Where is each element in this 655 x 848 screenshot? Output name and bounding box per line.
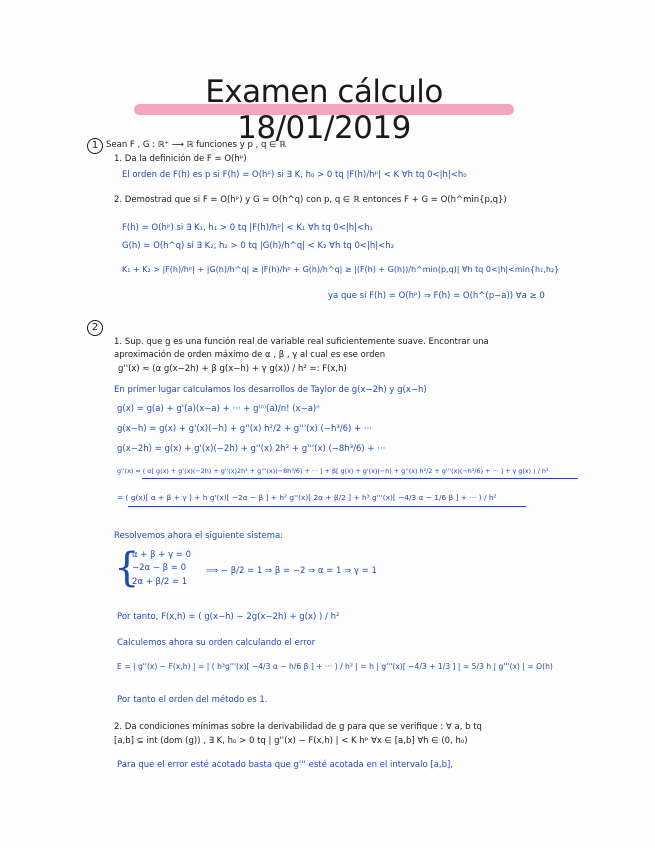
section-1-number: 1 [87, 138, 103, 154]
s2-line-13: ⟹ − β/2 = 1 ⇒ β = −2 ⇒ α = 1 ⇒ γ = 1 [206, 566, 377, 576]
s2-line-19: [a,b] ⊆ int (dom (g)) , ∃ K, h₀ > 0 tq | g''(x) − F(x,h) | < K hᵖ ∀x ∈ [a,b] ∀h ∈ (0, h₀) [114, 736, 468, 746]
s2-line-2: g''(x) ≈ (α g(x−2h) + β g(x−h) + γ g(x)) / h² =: F(x,h) [118, 364, 347, 374]
s2-line-15: Calculemos ahora su orden calculando el error [117, 638, 316, 648]
system-brace: { [114, 545, 140, 591]
s1-line-5: G(h) = O(h^q) si ∃ K₂, h₂ > 0 tq |G(h)/h^q| < K₂ ∀h tq 0<|h|<h₂ [122, 241, 395, 251]
s2-line-14: Por tanto, F(x,h) = ( g(x−h) − 2g(x−2h) + g(x) ) / h² [117, 612, 340, 622]
s1-line-2: El orden de F(h) es p si F(h) = O(hᵖ) si ∃ K, h₀ > 0 tq |F(h)/hᵖ| < K ∀h tq 0<|h|<h₀ [122, 170, 467, 180]
page-title: Examen cálculo 18/01/2019 [205, 74, 443, 146]
s2-line-6: g(x−2h) = g(x) + g'(x)(−2h) + g''(x) 2h² + g'''(x) (−8h³/6) + ··· [117, 444, 386, 454]
s2-line-10: α + β + γ = 0 [132, 550, 192, 560]
s2-line-17: Por tanto el orden del método es 1. [117, 695, 268, 705]
s1-line-4: F(h) = O(hᵖ) si ∃ K₁, h₁ > 0 tq |F(h)/hᵖ| < K₁ ∀h tq 0<|h|<h₁ [122, 223, 373, 233]
s1-line-1: 1. Da la definición de F = O(hᵖ) [114, 154, 247, 164]
s2-line-1: aproximación de orden máximo de α , β , γ al cual es ese orden [114, 350, 386, 360]
s2-line-18: 2. Da condiciones mínimas sobre la derivabilidad de g para que se verifique : ∀ a, b tq [114, 722, 482, 732]
s2-line-11: −2α − β = 0 [132, 563, 187, 573]
s2-line-16: E = | g''(x) − F(x,h) | = | ( h³g'''(x)[ −4/3 α − h/6 β ] + ··· ) / h² | = h | g'''(x)[ −4/3 + 1/3 ] | = 5/3 h | g'''(x) | = O(h) [117, 662, 553, 671]
s1-line-0: Sean F , G : ℝ⁺ ⟶ ℝ funciones y p , q ∈ ℝ [106, 140, 286, 150]
s2-line-4: g(x) = g(a) + g'(a)(x−a) + ··· + g⁽ⁿ⁾(a)/n! (x−a)ⁿ [117, 404, 320, 414]
s2-line-7: g''(x) ≈ ( α[ g(x) + g'(x)(−2h) + g''(x)2h² + g'''(x)(−8h³/6) + ··· ] + β[ g(x) + g'(x)(−h) + g''(x) h²/2 + g'''(x)(−h³/6) + ··· ] + γ g(x) ) / h² [117, 467, 549, 475]
fraction-bar-1 [142, 478, 578, 479]
s2-line-3: En primer lugar calculamos los desarrollos de Taylor de g(x−2h) y g(x−h) [114, 385, 427, 395]
s1-line-7: ya que si F(h) = O(hᵖ) ⇒ F(h) = O(h^(p−a)) ∀a ≥ 0 [328, 291, 545, 301]
s2-line-8: = ( g(x)[ α + β + γ ] + h g'(x)[ −2α − β ] + h² g''(x)[ 2α + β/2 ] + h³ g'''(x)[ −4/3 α − 1/6 β ] + ··· ) / h² [117, 493, 497, 502]
fraction-bar-2 [128, 506, 526, 507]
s2-line-5: g(x−h) = g(x) + g'(x)(−h) + g''(x) h²/2 + g'''(x) (−h³/6) + ··· [117, 424, 372, 434]
s2-line-12: 2α + β/2 = 1 [132, 577, 188, 587]
s2-line-9: Resolvemos ahora el siguiente sistema: [114, 531, 284, 541]
section-2-number: 2 [87, 320, 103, 336]
s2-line-20: Para que el error esté acotado basta que g''' esté acotada en el intervalo [a,b], [117, 760, 453, 770]
s1-line-3: 2. Demostrad que si F = O(hᵖ) y G = O(h^q) con p, q ∈ ℝ entonces F + G = O(h^min{p,q}) [114, 195, 507, 205]
s1-line-6: K₁ + K₂ > |F(h)/hᵖ| + |G(h)/h^q| ≥ |F(h)/hᵖ + G(h)/h^q| ≥ |(F(h) + G(h))/h^min(p,q)| ∀h tq 0<|h|<min{h₁,h₂} [122, 265, 560, 274]
s2-line-0: 1. Sup. que g es una función real de variable real suficientemente suave. Encontrar una [114, 337, 489, 347]
